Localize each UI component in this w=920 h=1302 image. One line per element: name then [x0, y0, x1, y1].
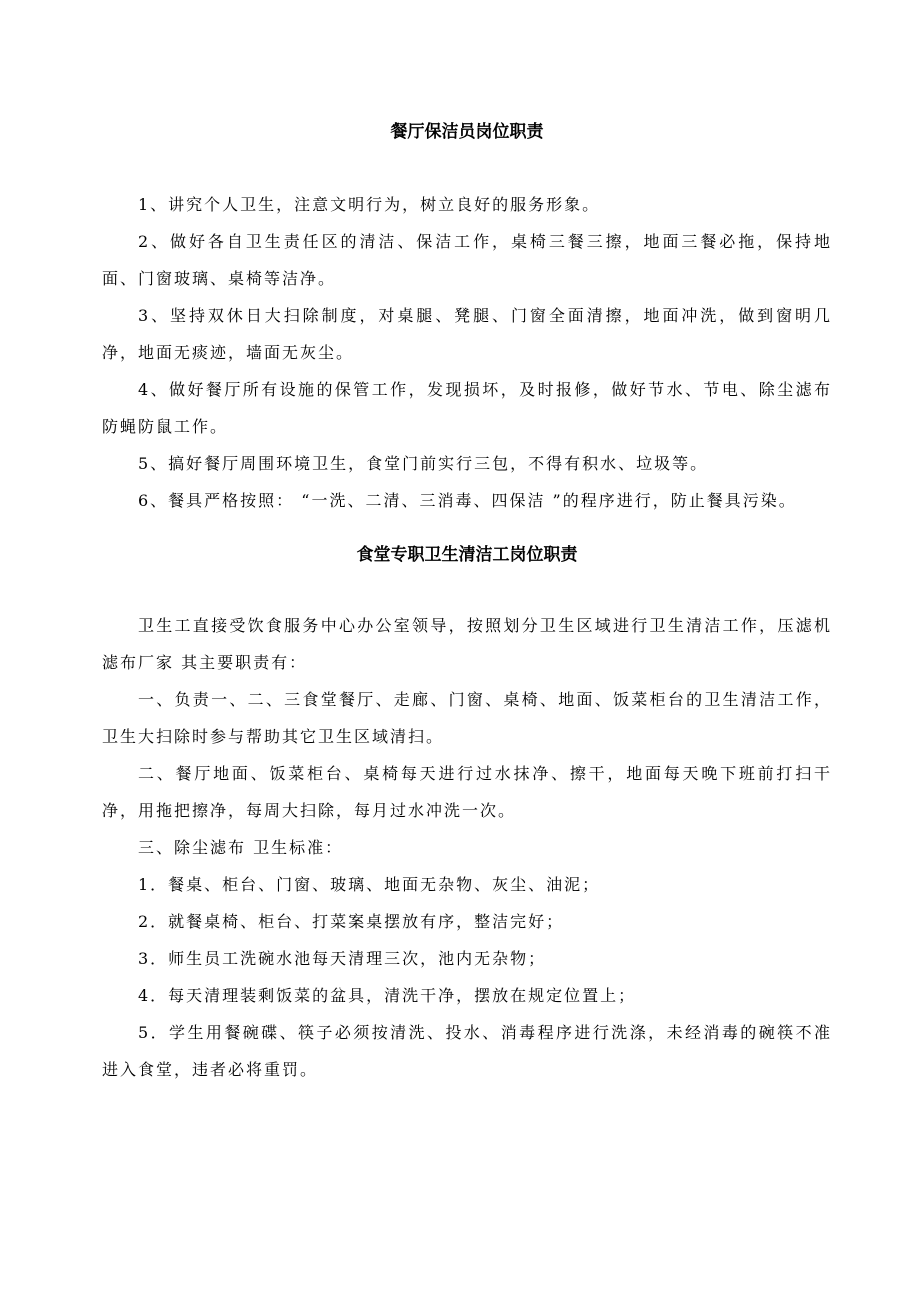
section2-paragraph: 卫生工直接受饮食服务中心办公室领导，按照划分卫生区域进行卫生清洁工作，压滤机滤布厂家 其主要职责有：	[102, 616, 832, 672]
section1-paragraph: 2、做好各自卫生责任区的清洁、保洁工作，桌椅三餐三擦，地面三餐必拖，保持地面、门窗玻璃、桌椅等洁净。	[102, 232, 832, 288]
section1-paragraph: 1、讲究个人卫生，注意文明行为，树立良好的服务形象。	[138, 195, 601, 214]
section2-paragraph: 三、除尘滤布 卫生标准：	[138, 838, 344, 857]
document-content	[102, 118, 832, 1088]
section2-paragraph: 3．师生员工洗碗水池每天清理三次，池内无杂物；	[138, 949, 547, 968]
section2-paragraph: 1．餐桌、柜台、门窗、玻璃、地面无杂物、灰尘、油泥；	[138, 875, 601, 894]
section1-paragraph: 3、坚持双休日大扫除制度，对桌腿、凳腿、门窗全面清擦，地面冲洗，做到窗明几净，地面无痰迹，墙面无灰尘。	[102, 306, 832, 362]
section1-paragraph: 6、餐具严格按照： “一洗、二清、三消毒、四保洁 ”的程序进行，防止餐具污染。	[138, 491, 797, 510]
section2-paragraph: 5．学生用餐碗碟、筷子必须按清洗、投水、消毒程序进行洗涤，未经消毒的碗筷不准进入食堂，违者必将重罚。	[102, 1023, 832, 1079]
section2-paragraph: 4．每天清理装剩饭菜的盆具，清洗干净，摆放在规定位置上；	[138, 986, 637, 1005]
section2-paragraph: 二、餐厅地面、饭菜柜台、桌椅每天进行过水抹净、擦干，地面每天晚下班前打扫干净，用拖把擦净，每周大扫除，每月过水冲洗一次。	[102, 764, 832, 820]
section1-paragraph: 4、做好餐厅所有设施的保管工作，发现损坏，及时报修，做好节水、节电、除尘滤布防蝇防鼠工作。	[102, 380, 832, 436]
section1-paragraph: 5、搞好餐厅周围环境卫生，食堂门前实行三包，不得有积水、垃圾等。	[138, 454, 709, 473]
section2-paragraph: 2．就餐桌椅、柜台、打菜案桌摆放有序，整洁完好；	[138, 912, 565, 931]
section2-title: 食堂专职卫生清洁工岗位职责	[356, 545, 578, 565]
section2-paragraph: 一、负责一、二、三食堂餐厅、走廊、门窗、桌椅、地面、饭菜柜台的卫生清洁工作，卫生大扫除时参与帮助其它卫生区域清扫。	[102, 690, 832, 746]
section1-title: 餐厅保洁员岗位职责	[390, 122, 544, 142]
